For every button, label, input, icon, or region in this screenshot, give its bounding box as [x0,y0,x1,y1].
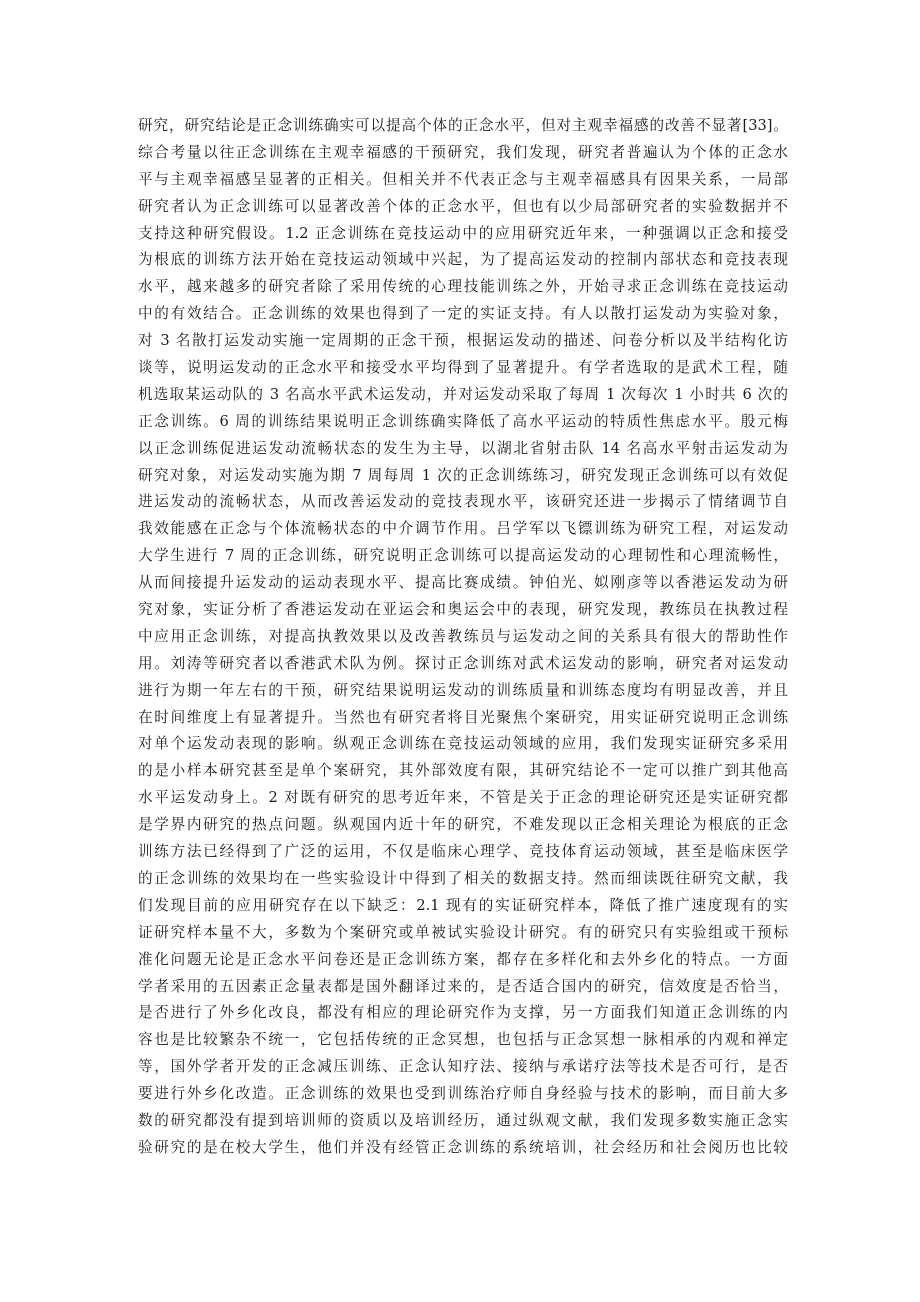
text-line: 的是小样本研究甚至是单个案研究，其外部效度有限，其研究结论不一定可以推广到其他高 [138,762,788,780]
text-line: 在时间维度上有显著提升。当然也有研究者将目光聚焦个案研究，用实证研究说明正念训练 [138,708,788,726]
text-line: 水平运发动身上。2 对既有研究的思考近年来，不管是关于正念的理论研究还是实证研究都 [138,789,788,807]
text-line: 中应用正念训练，对提高执教效果以及改善教练员与运发动之间的关系具有很大的帮助性作 [138,627,788,645]
text-line: 机选取某运动队的 3 名高水平武术运发动，并对运发动采取了每周 1 次每次 1 小时共 6 次的 [138,385,788,403]
text-line: 学者采用的五因素正念量表都是国外翻译过来的，是否适合国内的研究，信效度是否恰当， [138,977,788,995]
text-line: 进运发动的流畅状态，从而改善运发动的竞技表现水平，该研究还进一步揭示了情绪调节自 [138,493,788,511]
text-line: 平与主观幸福感呈显著的正相关。但相关并不代表正念与主观幸福感具有因果关系，一局部 [138,170,788,188]
text-line: 对单个运发动表现的影响。纵观正念训练在竞技运动领域的应用，我们发现实证研究多采用 [138,735,788,753]
text-line: 我效能感在正念与个体流畅状态的中介调节作用。吕学军以飞镖训练为研究工程，对运发动 [138,520,788,538]
text-line: 究对象，实证分析了香港运发动在亚运会和奥运会中的表现，研究发现，教练员在执教过程 [138,601,788,619]
text-line: 们发现目前的应用研究存在以下缺乏：2.1 现有的实证研究样本，降低了推广速度现有的实 [138,896,788,914]
text-line: 中的有效结合。正念训练的效果也得到了一定的实证支持。有人以散打运发动为实验对象， [138,305,788,323]
text-line: 进行为期一年左右的干预，研究结果说明运发动的训练质量和训练态度均有明显改善，并且 [138,681,788,699]
text-line: 支持这种研究假设。1.2 正念训练在竞技运动中的应用研究近年来，一种强调以正念和接受 [138,224,788,242]
text-line: 对 3 名散打运发动实施一定周期的正念干预，根据运发动的描述、问卷分析以及半结构化访 [138,332,788,350]
text-line: 水平，越来越多的研究者除了采用传统的心理技能训练之外，开始寻求正念训练在竞技运动 [138,278,788,296]
text-line: 以正念训练促进运发动流畅状态的发生为主导，以湖北省射击队 14 名高水平射击运发动为 [138,439,788,457]
text-line: 是否进行了外乡化改良，都没有相应的理论研究作为支撑，另一方面我们知道正念训练的内 [138,1004,788,1022]
text-line: 从而间接提升运发动的运动表现水平、提高比赛成绩。钟伯光、姒刚彦等以香港运发动为研 [138,574,788,592]
text-line: 容也是比较繁杂不统一，它包括传统的正念冥想，也包括与正念冥想一脉相承的内观和禅定 [138,1031,788,1049]
text-line: 正念训练。6 周的训练结果说明正念训练确实降低了高水平运动的特质性焦虑水平。殷元梅 [138,412,788,430]
text-line: 用。刘涛等研究者以香港武术队为例。探讨正念训练对武术运发动的影响，研究者对运发动 [138,654,788,672]
body-text [138,113,788,1162]
text-line: 等，国外学者开发的正念减压训练、正念认知疗法、接纳与承诺疗法等技术是否可行，是否 [138,1058,788,1076]
text-line: 是学界内研究的热点问题。纵观国内近十年的研究，不难发现以正念相关理论为根底的正念 [138,816,788,834]
text-line: 综合考量以往正念训练在主观幸福感的干预研究，我们发现，研究者普遍认为个体的正念水 [138,143,788,161]
text-line: 研究，研究结论是正念训练确实可以提高个体的正念水平，但对主观幸福感的改善不显著[33]。 [138,117,788,134]
text-line: 的正念训练的效果均在一些实验设计中得到了相关的数据支持。然而细读既往研究文献，我 [138,869,788,887]
text-line: 大学生进行 7 周的正念训练，研究说明正念训练可以提高运发动的心理韧性和心理流畅性， [138,547,788,565]
text-line: 证研究样本量不大，多数为个案研究或单被试实验设计研究。有的研究只有实验组或干预标 [138,923,788,941]
text-line: 研究者认为正念训练可以显著改善个体的正念水平，但也有以少局部研究者的实验数据并不 [138,197,788,215]
text-line: 谈等，说明运发动的正念水平和接受水平均得到了显著提升。有学者选取的是武术工程，随 [138,359,788,377]
text-line: 训练方法已经得到了广泛的运用，不仅是临床心理学、竞技体育运动领域，甚至是临床医学 [138,843,788,861]
text-line: 为根底的训练方法开始在竞技运动领域中兴起，为了提高运发动的控制内部状态和竞技表现 [138,251,788,269]
text-line: 数的研究都没有提到培训师的资质以及培训经历，通过纵观文献，我们发现多数实施正念实 [138,1111,788,1129]
text-line: 验研究的是在校大学生，他们并没有经管正念训练的系统培训，社会经历和社会阅历也比较 [138,1138,788,1156]
text-line: 要进行外乡化改造。正念训练的效果也受到训练治疗师自身经验与技术的影响，而目前大多 [138,1085,788,1103]
text-line: 研究对象，对运发动实施为期 7 周每周 1 次的正念训练练习，研究发现正念训练可以有效促 [138,466,788,484]
text-line: 准化问题无论是正念水平问卷还是正念训练方案，都存在多样化和去外乡化的特点。一方面 [138,950,788,968]
